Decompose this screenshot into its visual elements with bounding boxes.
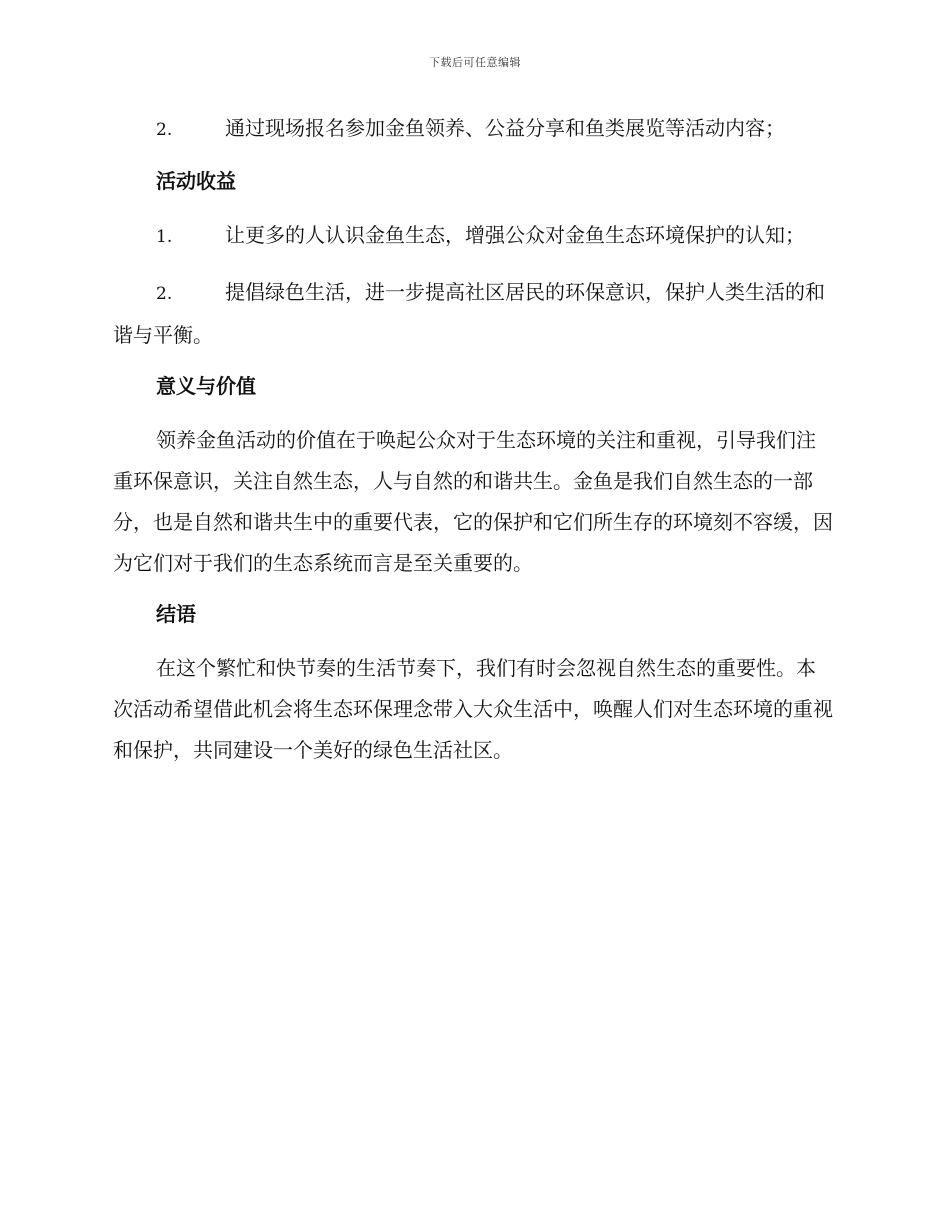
significance-paragraph: 领养金鱼活动的价值在于唤起公众对于生态环境的关注和重视，引导我们注重环保意识，关注自然生态，人与自然的和谐共生。金鱼是我们自然生态的一部分，也是自然和谐共生中的重要代表，它的保护和它们所生存的环境刻不容缓，因为它们对于我们的生态系统而言是至关重要的。 (113, 428, 833, 575)
conclusion-paragraph: 在这个繁忙和快节奏的生活节奏下，我们有时会忽视自然生态的重要性。本次活动希望借此机会将生态环保理念带入大众生活中，唤醒人们对生态环境的重视和保护，共同建设一个美好的绿色生活社区。 (113, 656, 833, 762)
list-item-text: 让更多的人认识金鱼生态，增强公众对金鱼生态环境保护的认知； (225, 223, 805, 247)
list-item (113, 108, 833, 151)
section-heading-benefits: 活动收益 (156, 169, 236, 193)
section-heading-significance: 意义与价值 (156, 374, 256, 398)
document-body (113, 108, 833, 785)
list-item (113, 215, 833, 258)
list-item-number: 1. (156, 227, 173, 247)
list-item-text: 通过现场报名参加金鱼领养、公益分享和鱼类展览等活动内容； (225, 116, 785, 140)
section-heading-conclusion: 结语 (156, 602, 196, 626)
page-header-note: 下载后可任意编辑 (429, 56, 521, 69)
list-item-number: 2. (156, 284, 173, 304)
list-item-text: 提倡绿色生活，进一步提高社区居民的环保意识，保护人类生活的和谐与平衡。 (113, 280, 825, 347)
list-item (113, 272, 833, 356)
list-item-number: 2. (156, 120, 173, 140)
